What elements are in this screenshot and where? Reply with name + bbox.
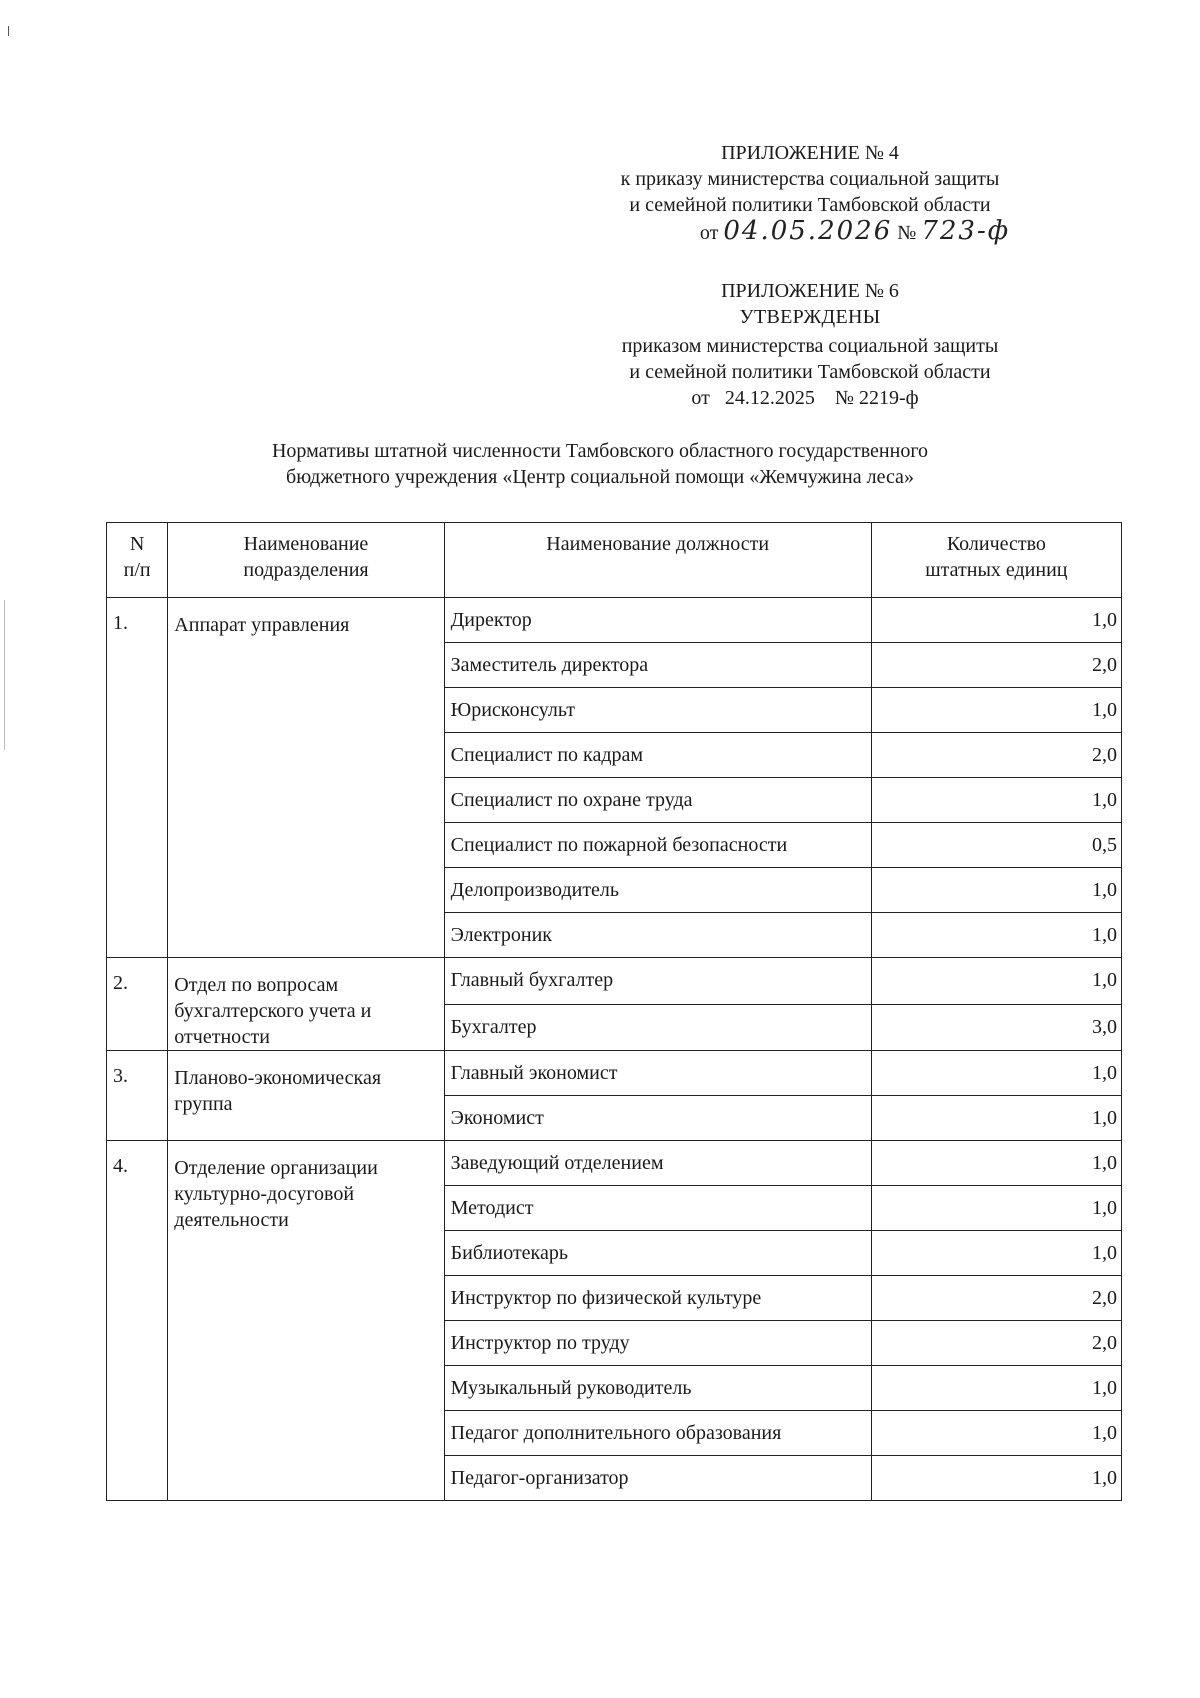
table-body bbox=[107, 598, 1122, 1501]
group-number: 3. bbox=[107, 1051, 168, 1141]
date-prefix: от bbox=[699, 222, 719, 244]
position-name: Главный экономист bbox=[444, 1051, 871, 1096]
group-number: 2. bbox=[107, 958, 168, 1051]
position-name: Главный бухгалтер bbox=[444, 958, 871, 1005]
table-row bbox=[107, 1141, 1122, 1186]
scan-mark bbox=[8, 26, 9, 36]
position-name: Специалист по кадрам bbox=[444, 733, 871, 778]
unit-name: Аппарат управления bbox=[168, 598, 444, 958]
staff-quantity: 2,0 bbox=[871, 643, 1121, 688]
staff-quantity: 1,0 bbox=[871, 1366, 1121, 1411]
position-name: Инструктор по труду bbox=[444, 1321, 871, 1366]
handwritten-number: 723-ф bbox=[921, 216, 1011, 246]
staff-quantity: 2,0 bbox=[871, 1321, 1121, 1366]
document-title-line-1: Нормативы штатной численности Тамбовского областного государственного bbox=[271, 440, 929, 462]
staff-quantity: 1,0 bbox=[871, 1141, 1121, 1186]
position-name: Директор bbox=[444, 598, 871, 643]
appendix-4-line-1: к приказу министерства социальной защиты bbox=[620, 168, 1000, 190]
appendix-6-date-line: от 24.12.2025 № 2219-ф bbox=[691, 387, 919, 409]
staff-quantity: 1,0 bbox=[871, 598, 1121, 643]
header-quantity: Количество штатных единиц bbox=[871, 523, 1121, 598]
staff-quantity: 0,5 bbox=[871, 823, 1121, 868]
position-name: Музыкальный руководитель bbox=[444, 1366, 871, 1411]
position-name: Инструктор по физической культуре bbox=[444, 1276, 871, 1321]
staff-quantity: 1,0 bbox=[871, 1411, 1121, 1456]
staff-quantity: 1,0 bbox=[871, 688, 1121, 733]
staffing-table bbox=[106, 522, 1122, 1501]
appendix-4-date-line bbox=[560, 218, 1060, 246]
staff-quantity: 1,0 bbox=[871, 1186, 1121, 1231]
staff-quantity: 2,0 bbox=[871, 1276, 1121, 1321]
document-title bbox=[150, 438, 1050, 490]
staff-quantity: 1,0 bbox=[871, 913, 1121, 958]
position-name: Электроник bbox=[444, 913, 871, 958]
staff-quantity: 1,0 bbox=[871, 1456, 1121, 1501]
position-name: Заведующий отделением bbox=[444, 1141, 871, 1186]
header-position: Наименование должности bbox=[444, 523, 871, 598]
document-title-line-2: бюджетного учреждения «Центр социальной помощи «Жемчужина леса» bbox=[286, 466, 914, 488]
unit-name: Отделение организации культурно-досуговой деятельности bbox=[168, 1141, 444, 1501]
header-num: N п/п bbox=[107, 523, 168, 598]
position-name: Педагог-организатор bbox=[444, 1456, 871, 1501]
staff-quantity: 1,0 bbox=[871, 1231, 1121, 1276]
position-name: Юрисконсульт bbox=[444, 688, 871, 733]
scan-mark bbox=[4, 600, 5, 750]
appendix-6-line-1: приказом министерства социальной защиты bbox=[621, 335, 999, 357]
position-name: Заместитель директора bbox=[444, 643, 871, 688]
table-row bbox=[107, 958, 1122, 1005]
staff-quantity: 3,0 bbox=[871, 1004, 1121, 1051]
position-name: Специалист по пожарной безопасности bbox=[444, 823, 871, 868]
position-name: Экономист bbox=[444, 1096, 871, 1141]
position-name: Педагог дополнительного образования bbox=[444, 1411, 871, 1456]
position-name: Делопроизводитель bbox=[444, 868, 871, 913]
position-name: Методист bbox=[444, 1186, 871, 1231]
appendix-6-line-2: и семейной политики Тамбовской области bbox=[629, 361, 991, 383]
approved-label: УТВЕРЖДЕНЫ bbox=[739, 306, 881, 328]
appendix-6-block bbox=[560, 278, 1060, 411]
position-name: Специалист по охране труда bbox=[444, 778, 871, 823]
staff-quantity: 1,0 bbox=[871, 1096, 1121, 1141]
staff-quantity: 1,0 bbox=[871, 958, 1121, 1005]
number-prefix: № bbox=[897, 222, 917, 244]
unit-name: Отдел по вопросам бухгалтерского учета и отчетности bbox=[168, 958, 444, 1051]
table-header-row bbox=[107, 523, 1122, 598]
appendix-4-block bbox=[560, 140, 1060, 246]
table-row bbox=[107, 598, 1122, 643]
appendix-4-line-2: и семейной политики Тамбовской области bbox=[629, 194, 991, 216]
staff-quantity: 1,0 bbox=[871, 778, 1121, 823]
table-row bbox=[107, 1051, 1122, 1096]
unit-name: Планово-экономическая группа bbox=[168, 1051, 444, 1141]
staff-quantity: 1,0 bbox=[871, 1051, 1121, 1096]
header-unit: Наименование подразделения bbox=[168, 523, 444, 598]
appendix-6-title: ПРИЛОЖЕНИЕ № 6 bbox=[721, 280, 899, 302]
appendix-4-title: ПРИЛОЖЕНИЕ № 4 bbox=[721, 142, 899, 164]
position-name: Бухгалтер bbox=[444, 1004, 871, 1051]
group-number: 4. bbox=[107, 1141, 168, 1501]
handwritten-date: 04.05.2026 bbox=[723, 216, 893, 246]
position-name: Библиотекарь bbox=[444, 1231, 871, 1276]
group-number: 1. bbox=[107, 598, 168, 958]
staff-quantity: 1,0 bbox=[871, 868, 1121, 913]
staff-quantity: 2,0 bbox=[871, 733, 1121, 778]
